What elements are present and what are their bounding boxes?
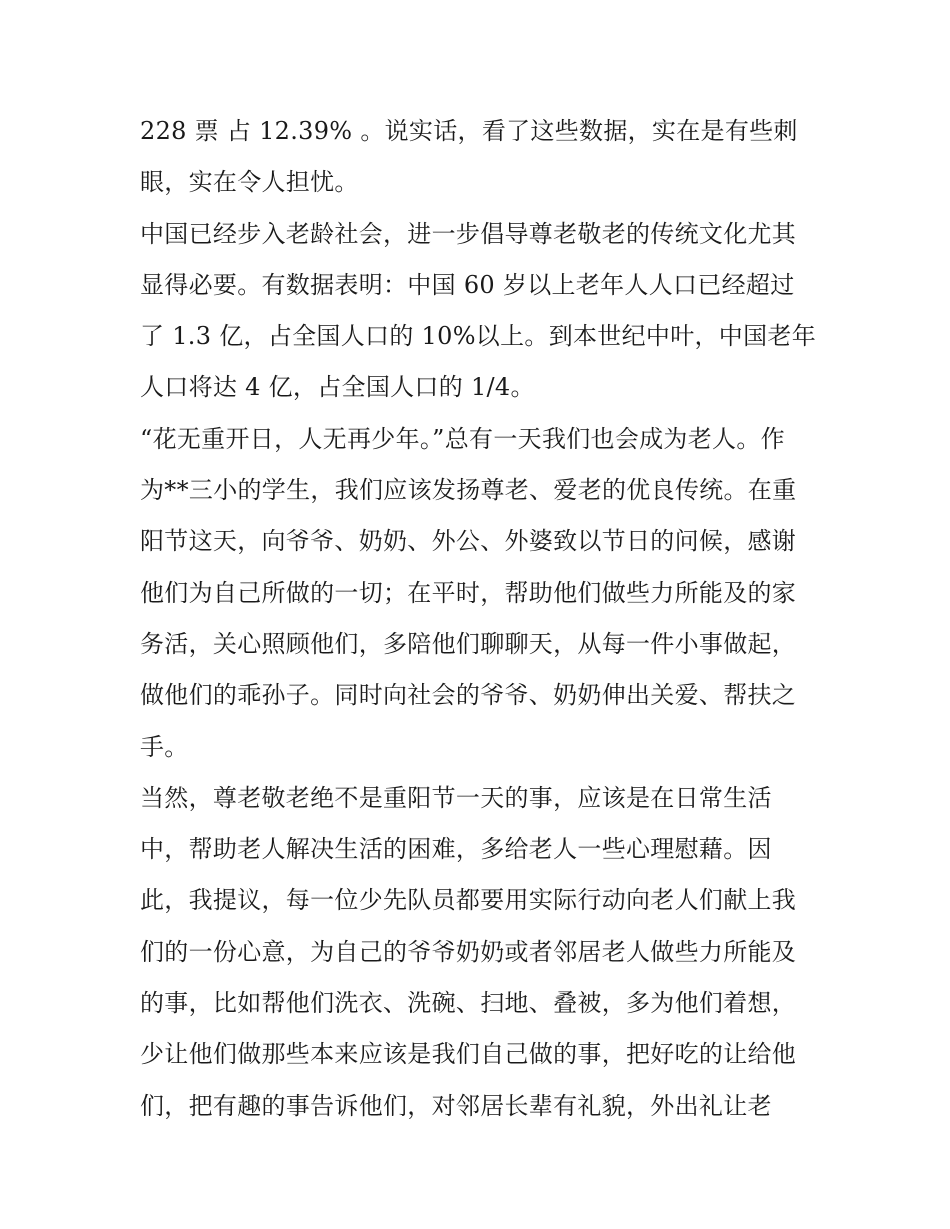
text-line: “花无重开日，人无再少年。”总有一天我们也会成为老人。作 <box>140 424 785 453</box>
text-line: 他们为自己所做的一切；在平时，帮助他们做些力所能及的家 <box>140 578 797 607</box>
text-line: 显得必要。有数据表明：中国 60 岁以上老年人人口已经超过 <box>140 270 795 299</box>
body-text <box>140 106 820 1132</box>
text-line: 为**三小的学生，我们应该发扬尊老、爱老的优良传统。在重 <box>140 476 797 505</box>
text-line: 们的一份心意，为自己的爷爷奶奶或者邻居老人做些力所能及 <box>140 937 797 966</box>
text-line: 当然，尊老敬老绝不是重阳节一天的事，应该是在日常生活 <box>140 783 772 812</box>
text-line: 228 票 占 12.39% 。说实话，看了这些数据，实在是有些刺 <box>140 117 798 145</box>
text-line: 务活，关心照顾他们，多陪他们聊聊天，从每一件小事做起， <box>140 629 797 658</box>
text-line: 人口将达 4 亿，占全国人口的 1/4。 <box>140 373 535 402</box>
text-line: 了 1.3 亿，占全国人口的 10%以上。到本世纪中叶，中国老年 <box>140 322 816 351</box>
text-line: 们，把有趣的事告诉他们，对邻居长辈有礼貌，外出礼让老 <box>140 1091 772 1120</box>
text-line: 做他们的乖孙子。同时向社会的爷爷、奶奶伸出关爱、帮扶之 <box>140 681 797 710</box>
text-line: 阳节这天，向爷爷、奶奶、外公、外婆致以节日的问候，感谢 <box>140 527 797 556</box>
text-line: 眼，实在令人担忧。 <box>140 168 359 197</box>
text-line: 中，帮助老人解决生活的困难，多给老人一些心理慰藉。因 <box>140 835 772 864</box>
text-line: 的事，比如帮他们洗衣、洗碗、扫地、叠被，多为他们着想， <box>140 989 797 1018</box>
text-line: 中国已经步入老龄社会，进一步倡导尊老敬老的传统文化尤其 <box>140 219 797 248</box>
text-line: 手。 <box>140 732 189 761</box>
text-line: 少让他们做那些本来应该是我们自己做的事，把好吃的让给他 <box>140 1040 797 1069</box>
text-line: 此，我提议，每一位少先队员都要用实际行动向老人们献上我 <box>140 886 797 915</box>
